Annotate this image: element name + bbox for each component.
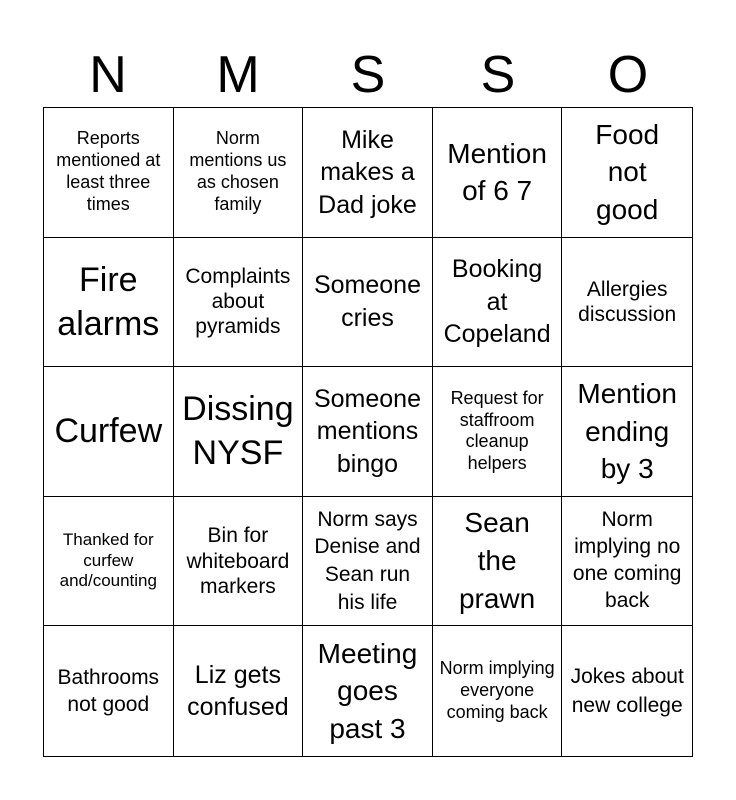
bingo-cell-r2c5[interactable] [562, 238, 692, 368]
cell-text: Liz gets confused [187, 660, 289, 722]
cell-text: Someone mentions bingo [313, 384, 421, 478]
cell-text: Allergies discussion [578, 277, 677, 326]
bingo-cell-r4c2[interactable] [174, 497, 304, 627]
bingo-cell-r1c2[interactable] [174, 108, 304, 238]
bingo-cell-r5c3[interactable] [303, 626, 433, 756]
bingo-cell-r2c1[interactable] [44, 238, 174, 368]
cell-text: Norm says Denise and Sean run his life [314, 507, 421, 614]
cell-text: Curfew [54, 412, 163, 451]
bingo-cell-r5c5[interactable] [562, 626, 692, 756]
cell-text: Fire alarms [57, 260, 160, 343]
bingo-cell-r1c1[interactable] [44, 108, 174, 238]
bingo-cell-r3c5[interactable] [562, 367, 692, 497]
bingo-cell-r1c4[interactable] [433, 108, 563, 238]
bingo-cell-r4c4[interactable] [433, 497, 563, 627]
bingo-cell-r3c2[interactable] [174, 367, 304, 497]
header-letter-4: S [480, 46, 516, 104]
cell-text: Reports mentioned at least three times [56, 128, 161, 215]
cell-text: Someone cries [313, 271, 421, 332]
bingo-cell-r5c1[interactable] [44, 626, 174, 756]
bingo-cell-r1c3[interactable] [303, 108, 433, 238]
bingo-cell-r4c3[interactable] [303, 497, 433, 627]
header-letter-3: S [350, 46, 386, 104]
cell-text: Jokes about new college [570, 664, 684, 718]
header-letter-5: O [607, 46, 649, 104]
cell-text: Booking at Copeland [443, 255, 551, 349]
cell-text: Norm mentions us as chosen family [189, 128, 287, 215]
cell-text: Dissing NYSF [182, 390, 294, 473]
cell-text: Bin for whiteboard markers [186, 524, 290, 598]
cell-text: Sean the prawn [458, 507, 536, 614]
bingo-cell-r3c1[interactable] [44, 367, 174, 497]
cell-text: Meeting goes past 3 [317, 637, 418, 745]
bingo-cell-r5c4[interactable] [433, 626, 563, 756]
cell-text: Complaints about pyramids [185, 265, 291, 339]
bingo-cell-r4c5[interactable] [562, 497, 692, 627]
bingo-header [43, 44, 693, 106]
cell-text: Request for staffroom cleanup helpers [450, 387, 544, 474]
bingo-cell-r2c3[interactable] [303, 238, 433, 368]
bingo-cell-r1c5[interactable] [562, 108, 692, 238]
bingo-cell-r2c2[interactable] [174, 238, 304, 368]
cell-text: Food not good [595, 118, 660, 226]
cell-text: Norm implying no one coming back [572, 508, 682, 612]
bingo-board [43, 107, 693, 757]
bingo-cell-r5c2[interactable] [174, 626, 304, 756]
cell-text: Thanked for curfew and/counting [59, 529, 157, 591]
bingo-cell-r3c4[interactable] [433, 367, 563, 497]
cell-text: Mention ending by 3 [577, 377, 677, 485]
header-letter-2: M [216, 46, 260, 104]
cell-text: Mention of 6 7 [447, 137, 547, 207]
cell-text: Norm implying everyone coming back [439, 658, 555, 723]
header-letter-1: N [89, 46, 127, 104]
cell-text: Bathrooms not good [57, 665, 160, 717]
bingo-cell-r3c3[interactable] [303, 367, 433, 497]
cell-text: Mike makes a Dad joke [318, 125, 417, 219]
bingo-cell-r2c4[interactable] [433, 238, 563, 368]
bingo-cell-r4c1[interactable] [44, 497, 174, 627]
